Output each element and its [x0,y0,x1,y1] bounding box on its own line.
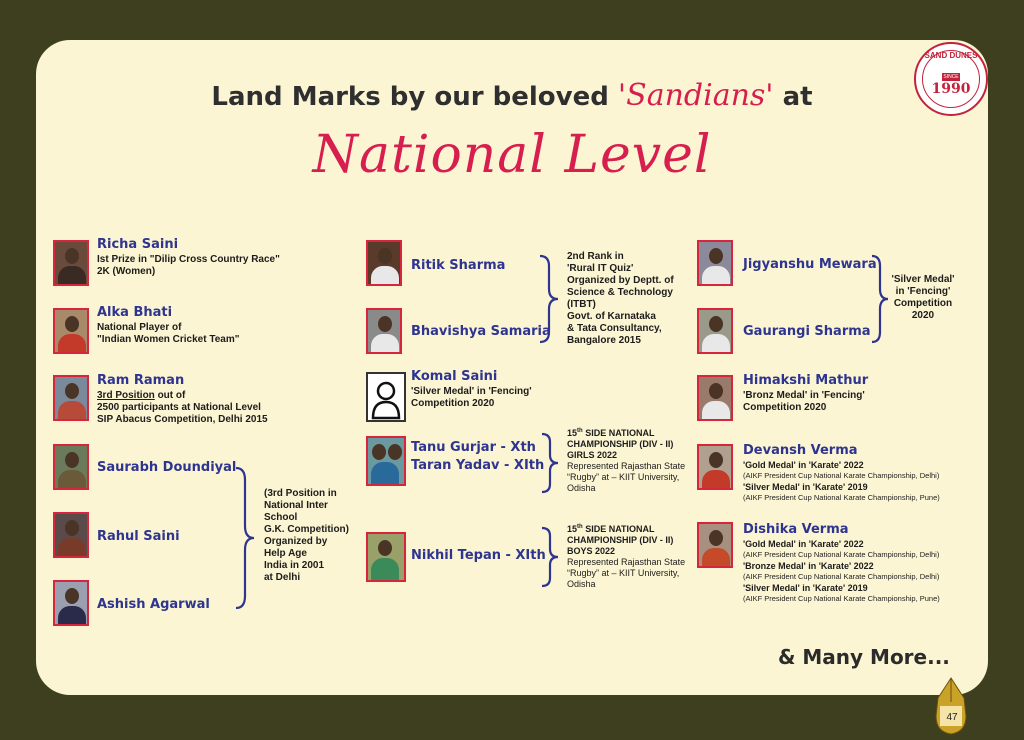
name-komal-saini: Komal Saini [411,369,498,384]
desc-devansh-verma [743,460,940,504]
name-devansh-verma: Devansh Verma [743,443,858,458]
desc-line: Competition 2020 [411,398,495,409]
medal-line: 'Gold Medal' in 'Karate' 2022 [743,460,864,470]
photo-rahul-saini [53,512,89,558]
photo-tanu-taran [366,436,406,486]
desc-line: Odisha [567,483,596,493]
desc-line: SIP Abacus Competition, Delhi 2015 [97,414,268,425]
medal-line: 'Silver Medal' in 'Karate' 2019 [743,482,868,492]
name-himakshi-mathur: Himakshi Mathur [743,373,869,388]
name-saurabh-doundiyal: Saurabh Doundiyal [97,460,237,475]
photo-ram-raman [53,375,89,421]
desc-line: "Indian Women Cricket Team" [97,334,240,345]
desc-line: 'Silver Medal' [891,274,955,285]
brace-girls-rugby [539,432,561,494]
name-dishika-verma: Dishika Verma [743,522,849,537]
desc-line: CHAMPIONSHIP (DIV - II) [567,439,674,449]
photo-richa-saini [53,240,89,286]
desc-line: Organized by Deptt. of [567,275,674,286]
event-name: SIDE NATIONAL [582,524,655,534]
event-detail: (AIKF President Cup National Karate Championship, Pune) [743,594,940,603]
photo-placeholder-komal-saini [366,372,406,422]
desc-line: GIRLS 2022 [567,450,618,460]
name-ram-raman: Ram Raman [97,373,185,388]
photo-saurabh-doundiyal [53,444,89,490]
it-quiz-text [567,251,674,347]
gk-competition-text [264,488,349,584]
pen-nib-icon [930,676,972,736]
name-tanu-gurjar: Tanu Gurjar - Xth [411,440,536,455]
ordinal-suffix: th [577,428,583,434]
desc-dishika-verma [743,539,940,605]
fencing-text [888,274,958,322]
desc-richa-saini [97,254,280,278]
event-detail: (AIKF President Cup National Karate Championship, Delhi) [743,572,940,581]
desc-line: Odisha [567,579,596,589]
desc-line: (ITBT) [567,299,596,310]
name-nikhil-tepan: Nikhil Tepan - XIth [411,548,546,563]
logo-name: SAND DUNES [924,51,978,60]
name-gaurangi-sharma: Gaurangi Sharma [743,324,871,339]
desc-line: Competition 2020 [743,402,827,413]
title-prefix: Land Marks by our beloved [211,82,609,112]
photo-ritik-sharma [366,240,402,286]
title-suffix: at [782,82,813,112]
many-more-text: & Many More... [778,645,950,669]
photo-ashish-agarwal [53,580,89,626]
desc-line: “Rugby” at – KIIT University, [567,568,680,578]
name-ashish-agarwal: Ashish Agarwal [97,597,210,612]
desc-himakshi-mathur [743,390,865,414]
desc-line: 2K (Women) [97,266,156,277]
desc-line: 2nd Rank in [567,251,624,262]
desc-line: G.K. Competition) [264,524,349,535]
photo-nikhil-tepan [366,532,406,582]
name-taran-yadav: Taran Yadav - XIth [411,458,545,473]
desc-line [97,390,268,402]
desc-ram-raman [97,390,268,426]
event-name: SIDE NATIONAL [582,428,655,438]
name-bhavishya-samaria: Bhavishya Samaria [411,324,551,339]
desc-line: India in 2001 [264,560,325,571]
title-script: 'Sandians' [617,78,774,113]
desc-komal-saini [411,386,532,410]
photo-alka-bhati [53,308,89,354]
desc-line: in 'Fencing' [895,286,951,297]
position-suffix: out of [154,390,186,401]
event-detail: (AIKF President Cup National Karate Championship, Delhi) [743,550,940,559]
medal-line: 'Bronze Medal' in 'Karate' 2022 [743,561,874,571]
desc-line: Bangalore 2015 [567,335,641,346]
brace-gk-group [233,466,257,610]
page-title [0,78,1024,113]
photo-dishika-verma [697,522,733,568]
person-placeholder-icon [368,374,404,420]
brace-boys-rugby [539,526,561,588]
name-alka-bhati: Alka Bhati [97,305,173,320]
girls-championship-text [567,426,685,494]
desc-line [567,426,685,439]
desc-line: BOYS 2022 [567,546,616,556]
desc-line: Govt. of Karnataka [567,311,656,322]
desc-line: 'Bronz Medal' in 'Fencing' [743,390,865,401]
desc-line: Represented Rajasthan State [567,557,686,567]
desc-line: CHAMPIONSHIP (DIV - II) [567,535,674,545]
desc-line: School [264,512,298,523]
medal-line: 'Silver Medal' in 'Karate' 2019 [743,583,868,593]
boys-championship-text [567,522,685,590]
desc-line: National Player of [97,322,182,333]
desc-line: Competition [893,298,953,309]
position-text: 3rd Position [97,390,155,401]
photo-gaurangi-sharma [697,308,733,354]
ordinal-number: 15 [567,524,578,534]
name-richa-saini: Richa Saini [97,237,179,252]
desc-line: “Rugby” at – KIIT University, [567,472,680,482]
event-detail: (AIKF President Cup National Karate Championship, Delhi) [743,471,940,480]
event-detail: (AIKF President Cup National Karate Championship, Pune) [743,493,940,502]
desc-line: at Delhi [264,572,301,583]
desc-line: Represented Rajasthan State [567,461,686,471]
photo-devansh-verma [697,444,733,490]
desc-line: (3rd Position in [264,488,337,499]
desc-alka-bhati [97,322,239,346]
desc-line: 2020 [911,310,935,321]
page-subtitle: National Level [312,125,712,185]
desc-line: Help Age [264,548,307,559]
desc-line: Science & Technology [567,287,673,298]
page-number: 47 [946,712,958,723]
ordinal-number: 15 [567,428,578,438]
desc-line: National Inter [264,500,328,511]
desc-line: 2500 participants at National Level [97,402,261,413]
name-ritik-sharma: Ritik Sharma [411,258,506,273]
desc-line [567,522,685,535]
photo-himakshi-mathur [697,375,733,421]
brace-it-quiz [537,254,561,344]
desc-line: 'Rural IT Quiz' [567,263,634,274]
medal-line: 'Gold Medal' in 'Karate' 2022 [743,539,864,549]
desc-line: Ist Prize in "Dilip Cross Country Race" [97,254,280,265]
name-jigyanshu-mewara: Jigyanshu Mewara [743,257,877,272]
desc-line: 'Silver Medal' in 'Fencing' [411,386,532,397]
photo-jigyanshu-mewara [697,240,733,286]
logo-since: SINCE [943,74,959,80]
desc-line: & Tata Consultancy, [567,323,662,334]
name-rahul-saini: Rahul Saini [97,529,180,544]
ordinal-suffix: th [577,524,583,530]
photo-bhavishya-samaria [366,308,402,354]
logo-year: 1990 [931,81,971,97]
desc-line: Organized by [264,536,328,547]
